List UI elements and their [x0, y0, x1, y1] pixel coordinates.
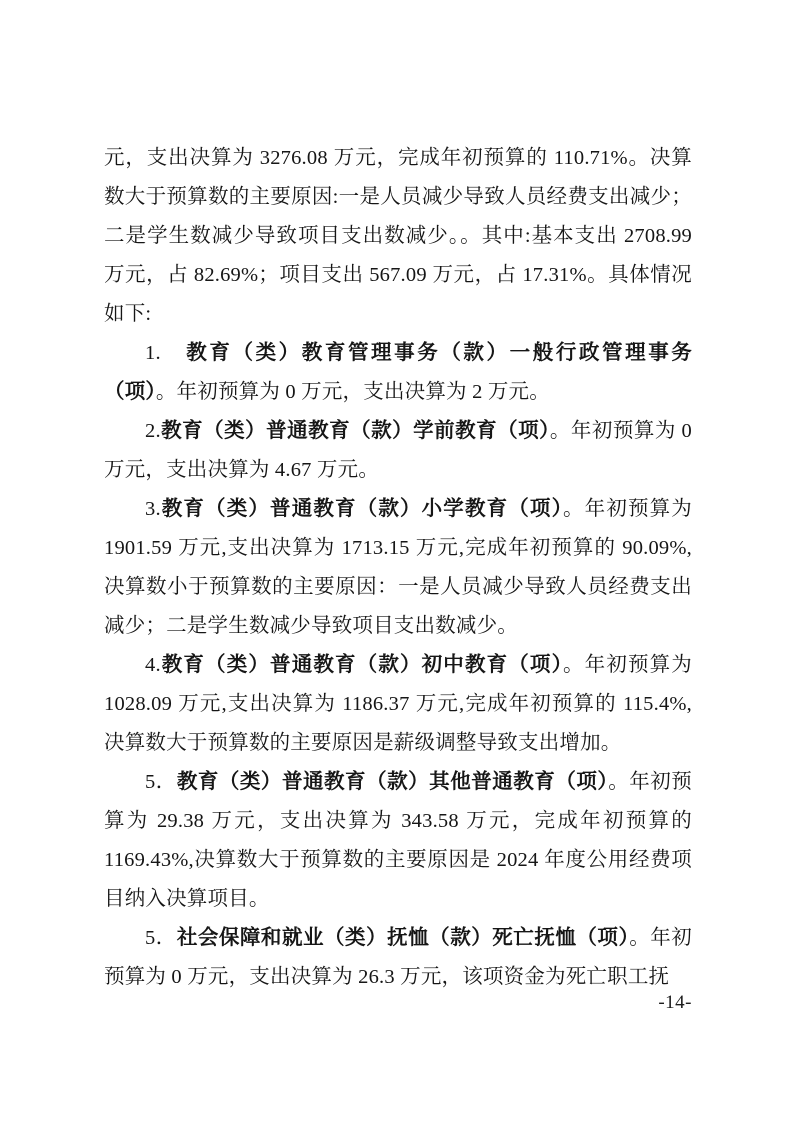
item-5-title: 教育（类）普通教育（款）其他普通教育（项）	[176, 771, 609, 793]
item-3-title: 教育（类）普通教育（款）小学教育（项）	[160, 498, 563, 520]
item-6-body: 。年初预算为 0 万元，支出决算为 26.3 万元，该项资金为死亡职工抚	[104, 927, 692, 988]
budget-item-4	[104, 646, 692, 763]
item-6-title: 社会保障和就业（类）抚恤（款）死亡抚恤（项）	[176, 927, 630, 949]
item-2-number: 2.	[145, 420, 161, 442]
item-1-number: 1.	[145, 342, 187, 364]
item-1-title: 教育（类）教育管理事务（款）一般行政管理事务（项）	[104, 342, 692, 403]
item-3-number: 3.	[145, 498, 161, 520]
budget-item-3	[104, 490, 692, 646]
item-1-body: 。年初预算为 0 万元，支出决算为 2 万元。	[155, 381, 550, 403]
item-4-body: 。年初预算为 1028.09 万元,支出决算为 1186.37 万元,完成年初预算的 115.4%,决算数大于预算数的主要原因是薪级调整导致支出增加。	[104, 654, 692, 754]
item-6-number: 5．	[145, 927, 177, 949]
item-3-body: 。年初预算为 1901.59 万元,支出决算为 1713.15 万元,完成年初预算的 90.09%,决算数小于预算数的主要原因：一是人员减少导致人员经费支出减少；二是学生数减少导致项目支出数减少。	[104, 498, 692, 637]
page-number: -14-	[658, 992, 692, 1013]
item-4-number: 4.	[145, 654, 161, 676]
paragraph-intro	[104, 139, 692, 334]
budget-item-2	[104, 412, 692, 490]
item-5-number: 5．	[145, 771, 177, 793]
item-5-body: 。年初预算为 29.38 万元，支出决算为 343.58 万元，完成年初预算的 1169.43%,决算数大于预算数的主要原因是 2024 年度公用经费项目纳入决算项目。	[104, 771, 692, 910]
budget-item-6	[104, 919, 692, 997]
budget-item-1	[104, 334, 692, 412]
intro-text: 元，支出决算为 3276.08 万元，完成年初预算的 110.71%。决算数大于预算数的主要原因:一是人员减少导致人员经费支出减少；二是学生数减少导致项目支出数减少。。其中:基本支出 2708.99 万元，占 82.69%；项目支出 567.09 万元，占 17.31%。具体情况如下:	[104, 147, 692, 325]
item-2-body: 。年初预算为 0 万元，支出决算为 4.67 万元。	[104, 420, 692, 481]
budget-item-5	[104, 763, 692, 919]
document-body	[104, 139, 692, 997]
item-2-title: 教育（类）普通教育（款）学前教育（项）	[160, 420, 550, 442]
item-4-title: 教育（类）普通教育（款）初中教育（项）	[160, 654, 563, 676]
